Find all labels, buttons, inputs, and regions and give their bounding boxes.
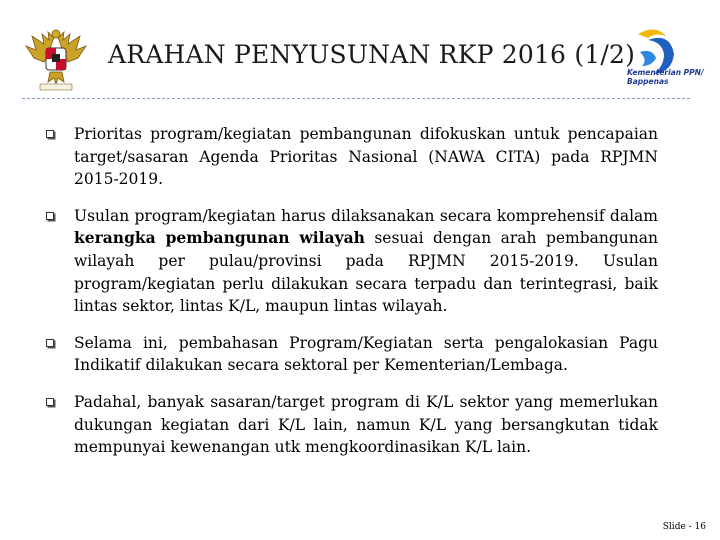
logo-line-1: Kementerian PPN/ [627,68,704,77]
list-item [46,391,658,459]
logo-line-2: Bappenas [627,77,669,86]
bullet-list [46,123,658,473]
square-bullet-icon [46,398,54,406]
garuda-emblem-icon [22,22,90,94]
list-item [46,205,658,318]
square-bullet-icon [46,339,54,347]
header-divider [22,98,690,99]
bullet-text: Selama ini, pembahasan Program/Kegiatan serta pengalokasian Pagu Indikatif dilakukan secara sektoral per Kementerian/Lembaga. [74,333,658,375]
bullet-text: Usulan program/kegiatan harus dilaksanakan secara komprehensif dalam [74,206,658,225]
bullet-text: Padahal, banyak sasaran/target program di K/L sektor yang memerlukan dukungan kegiatan dari K/L lain, namun K/L yang bersangkutan tidak mempunyai kewenangan utk mengkoordinasikan K/L lain. [74,392,658,457]
list-item [46,123,658,191]
logo-caption [627,68,704,86]
bullet-text-continued: sesuai dengan arah pembangunan wilayah per pulau/provinsi pada RPJMN 2015-2019. Usulan program/kegiatan perlu dilakukan secara terpadu dan terintegrasi, baik lintas sektor, lintas K/L, maupun lintas wilayah. [74,229,658,316]
list-item [46,332,658,377]
page-title: ARAHAN PENYUSUNAN RKP 2016 (1/2) [108,40,636,69]
bullet-emphasis: kerangka pembangunan wilayah [74,228,365,248]
bullet-text: Prioritas program/kegiatan pembangunan difokuskan untuk pencapaian target/sasaran Agenda Prioritas Nasional (NAWA CITA) pada RPJMN 2015-2019. [74,125,658,189]
slide-number: Slide - 16 [662,522,706,532]
square-bullet-icon [46,212,54,220]
square-bullet-icon [46,130,54,138]
